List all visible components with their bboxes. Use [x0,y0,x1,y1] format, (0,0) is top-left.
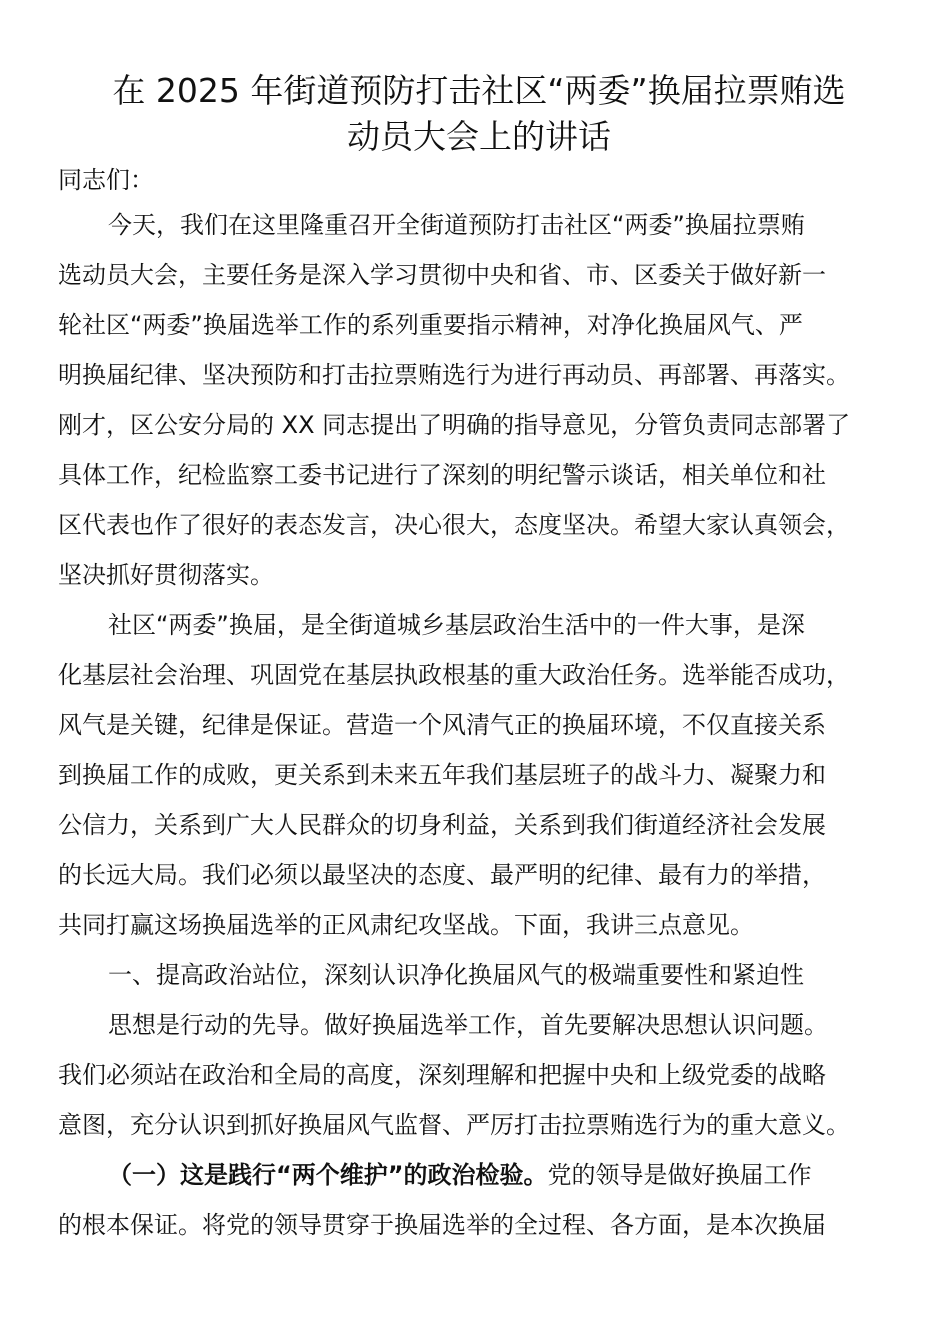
paragraph-line: 的根本保证。将党的领导贯穿于换届选举的全过程、各方面，是本次换届 [58,1211,826,1239]
paragraph-4 [58,1150,900,1250]
paragraph-line: 的长远大局。我们必须以最坚决的态度、最严明的纪律、最有力的举措， [58,861,826,889]
paragraph-line: 刚才，区公安分局的 XX 同志提出了明确的指导意见，分管负责同志部署了 [58,411,851,439]
subsection-heading: （一）这是践行“两个维护”的政治检验。 [108,1161,548,1189]
title-line-2: 动员大会上的讲话 [347,117,611,156]
document-title [58,68,900,160]
paragraph-line: 意图，充分认识到抓好换届风气监督、严厉打击拉票贿选行为的重大意义。 [58,1111,850,1139]
document-page [58,68,900,1250]
paragraph-2 [58,600,900,950]
paragraph-line: 风气是关键，纪律是保证。营造一个风清气正的换届环境，不仅直接关系 [58,711,826,739]
paragraph-3 [58,1000,900,1150]
salutation: 同志们： [58,166,154,194]
section-heading-1: 一、提高政治站位，深刻认识净化换届风气的极端重要性和紧迫性 [108,961,804,989]
paragraph-line: 我们必须站在政治和全局的高度，深刻理解和把握中央和上级党委的战略 [58,1061,826,1089]
paragraph-text: 党的领导是做好换届工作 [547,1161,812,1189]
paragraph-line: 明换届纪律、坚决预防和打击拉票贿选行为进行再动员、再部署、再落实。 [58,361,850,389]
paragraph-line: 思想是行动的先导。做好换届选举工作，首先要解决思想认识问题。 [108,1011,828,1039]
paragraph-line: 坚决抓好贯彻落实。 [58,561,274,589]
paragraph-line: 今天，我们在这里隆重召开全街道预防打击社区“两委”换届拉票贿 [108,211,805,239]
paragraph-line: 公信力，关系到广大人民群众的切身利益，关系到我们街道经济社会发展 [58,811,826,839]
paragraph-line: 选动员大会，主要任务是深入学习贯彻中央和省、市、区委关于做好新一 [58,261,826,289]
paragraph-line: 社区“两委”换届，是全街道城乡基层政治生活中的一件大事，是深 [108,611,805,639]
paragraph-line: 具体工作，纪检监察工委书记进行了深刻的明纪警示谈话，相关单位和社 [58,461,826,489]
paragraph-line: 化基层社会治理、巩固党在基层执政根基的重大政治任务。选举能否成功， [58,661,850,689]
paragraph-1 [58,200,900,600]
paragraph-line: 到换届工作的成败，更关系到未来五年我们基层班子的战斗力、凝聚力和 [58,761,826,789]
paragraph-line: 区代表也作了很好的表态发言，决心很大，态度坚决。希望大家认真领会， [58,511,850,539]
title-line-1: 在 2025 年街道预防打击社区“两委”换届拉票贿选 [112,71,846,110]
paragraph-line [58,1150,900,1200]
paragraph-line: 轮社区“两委”换届选举工作的系列重要指示精神，对净化换届风气、严 [58,311,803,339]
paragraph-line: 共同打赢这场换届选举的正风肃纪攻坚战。下面，我讲三点意见。 [58,911,754,939]
